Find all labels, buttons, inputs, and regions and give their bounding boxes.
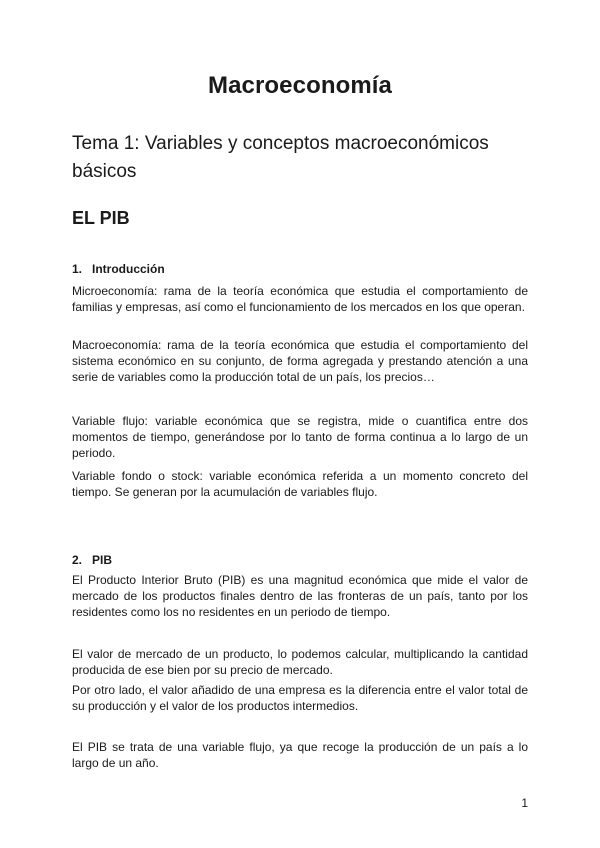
paragraph-microeconomia: Microeconomía: rama de la teoría económica que estudia el comportamiento de familias y empresas, así como el funcionamiento de los mercados en los que operan.	[72, 284, 528, 314]
paragraph-macroeconomia: Macroeconomía: rama de la teoría económica que estudia el comportamiento del sistema económico en su conjunto, de forma agregada y prestando atención a una serie de variables como la producción total de un país, los precios…	[72, 338, 528, 384]
paragraph-pib-flujo: El PIB se trata de una variable flujo, ya que recoge la producción de un país a lo largo de un año.	[72, 740, 528, 770]
paragraph-pib-definicion: El Producto Interior Bruto (PIB) es una magnitud económica que mide el valor de mercado de los productos finales dentro de las fronteras de un país, tanto por los residentes como los no residentes en un periodo de tiempo.	[72, 573, 528, 619]
subheading-label: PIB	[92, 553, 113, 567]
subheading-number: 1.	[72, 262, 83, 276]
subheading-number: 2.	[72, 553, 83, 567]
paragraph-variable-stock: Variable fondo o stock: variable económica referida a un momento concreto del tiempo. Se generan por la acumulación de variables flujo.	[72, 469, 528, 499]
subheading-label: Introducción	[92, 262, 165, 276]
subheading-pib	[72, 553, 112, 567]
paragraph-valor-mercado: El valor de mercado de un producto, lo podemos calcular, multiplicando la cantidad producida de ese bien por su precio de mercado.	[72, 647, 528, 677]
section-title: EL PIB	[72, 208, 130, 228]
document-title: Macroeconomía	[207, 72, 393, 99]
subheading-introduccion	[72, 262, 165, 276]
paragraph-valor-anadido: Por otro lado, el valor añadido de una empresa es la diferencia entre el valor total de su producción y el valor de los productos intermedios.	[72, 683, 528, 713]
paragraph-variable-flujo: Variable flujo: variable económica que se registra, mide o cuantifica entre dos momentos de tiempo, generándose por lo tanto de forma continua a lo largo de un periodo.	[72, 414, 528, 460]
topic-title: Tema 1: Variables y conceptos macroeconómicos básicos	[72, 133, 489, 182]
page-number: 1	[521, 796, 528, 810]
